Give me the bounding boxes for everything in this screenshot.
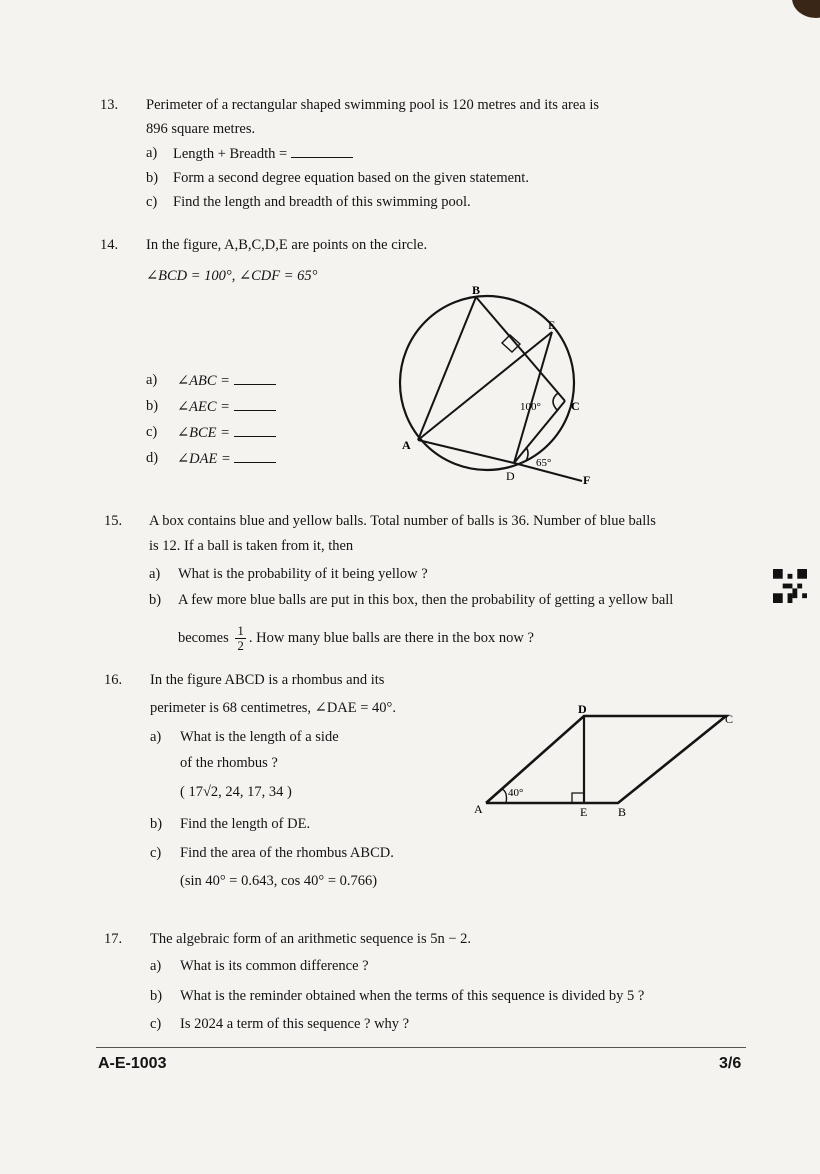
part-text: Find the length and breadth of this swimming pool. (173, 194, 471, 210)
label-d: D (506, 469, 515, 483)
circle-figure (390, 285, 610, 490)
question-number: 14. (100, 237, 119, 253)
part-label: b) (150, 988, 163, 1004)
part-label: a) (146, 145, 158, 161)
question-text: In the figure ABCD is a rhombus and its (150, 672, 385, 688)
question-text: In the figure, A,B,C,D,E are points on the circle. (146, 237, 428, 253)
answer-blank (234, 372, 276, 385)
label-e: E (548, 318, 556, 332)
angle-arc-c (553, 393, 558, 411)
part-label: c) (146, 424, 158, 440)
chord-bc (476, 297, 565, 401)
question-text: is 12. If a ball is taken from it, then (149, 538, 354, 554)
answer-options: ( 17√2, 24, 17, 34 ) (180, 784, 292, 800)
part-text: Is 2024 a term of this sequence ? why ? (180, 1016, 410, 1032)
page-number: 3/6 (719, 1055, 742, 1072)
answer-blank (291, 145, 353, 158)
part-label: b) (146, 398, 159, 414)
scan-corner-shadow (792, 0, 820, 18)
part-label: c) (150, 1016, 162, 1032)
part-text: ∠AEC = (177, 398, 276, 416)
fraction: $\frac{1}{2}$ (237, 623, 244, 653)
part-label: c) (146, 194, 158, 210)
part-label: b) (149, 592, 162, 608)
qr-code-icon (773, 567, 807, 605)
part-label: a) (149, 566, 161, 582)
part-text: ∠BCE = (177, 424, 276, 442)
label-c: C (571, 399, 580, 413)
footer-rule (96, 1047, 746, 1048)
part-label: a) (150, 729, 162, 745)
question-text: Perimeter of a rectangular shaped swimming pool is 120 metres and its area is (146, 97, 599, 113)
chord-ae (418, 332, 552, 440)
part-label: c) (150, 845, 162, 861)
angle-label-c: 100° (520, 401, 541, 413)
label-f: F (583, 473, 591, 487)
paper-code: A-E-1003 (98, 1055, 167, 1072)
answer-blank (234, 424, 276, 437)
chord-ed (514, 332, 552, 463)
part-text: What is the length of a side (180, 729, 339, 745)
question-number: 15. (104, 513, 123, 529)
label-e: E (580, 805, 588, 819)
question-number: 17. (104, 931, 123, 947)
part-text: A few more blue balls are put in this box, then the probability of getting a yellow ball (178, 592, 674, 608)
part-label: b) (150, 816, 163, 832)
part-text: What is its common difference ? (180, 958, 369, 974)
label-c: C (725, 712, 734, 726)
right-angle-mark (572, 793, 584, 803)
angle-label-a: 40° (508, 787, 524, 799)
given-values: (sin 40° = 0.643, cos 40° = 0.766) (180, 873, 378, 889)
part-text: ∠DAE = (177, 450, 276, 468)
question-number: 13. (100, 97, 119, 113)
angle-arc-a (502, 789, 507, 803)
angle-label-d: 65° (536, 457, 552, 469)
part-text: of the rhombus ? (180, 755, 278, 771)
given-angles: ∠BCD = 100°, ∠CDF = 65° (146, 268, 318, 284)
answer-blank (234, 450, 276, 463)
label-a: A (474, 802, 483, 816)
question-text: A box contains blue and yellow balls. Total number of balls is 36. Number of blue balls (149, 513, 656, 529)
angle-arc-d (526, 447, 528, 461)
label-a: A (402, 438, 411, 452)
question-text: 896 square metres. (146, 121, 256, 137)
part-text: What is the reminder obtained when the terms of this sequence is divided by 5 ? (180, 988, 645, 1004)
part-text: Find the area of the rhombus ABCD. (180, 845, 394, 861)
chord-ba (418, 297, 476, 440)
part-text: Length + Breadth = (173, 145, 353, 163)
part-text: Form a second degree equation based on the given statement. (173, 170, 529, 186)
label-b: B (472, 285, 481, 297)
part-text: Find the length of DE. (180, 816, 311, 832)
rhombus-figure (470, 700, 740, 830)
question-text: perimeter is 68 centimetres, ∠DAE = 40°. (150, 700, 396, 716)
question-number: 16. (104, 672, 123, 688)
part-label: b) (146, 170, 159, 186)
part-label: a) (146, 372, 158, 388)
part-text: What is the probability of it being yellow ? (178, 566, 428, 582)
part-text: ∠ABC = (177, 372, 276, 390)
part-label: d) (146, 450, 159, 466)
label-b: B (618, 805, 627, 819)
part-text-continued: becomes $\frac{1}{2}$ . How many blue balls are there in the box now ? (178, 623, 534, 653)
label-d: D (578, 702, 587, 716)
question-text: The algebraic form of an arithmetic sequence is 5n − 2. (150, 931, 472, 947)
part-label: a) (150, 958, 162, 974)
answer-blank (234, 398, 276, 411)
